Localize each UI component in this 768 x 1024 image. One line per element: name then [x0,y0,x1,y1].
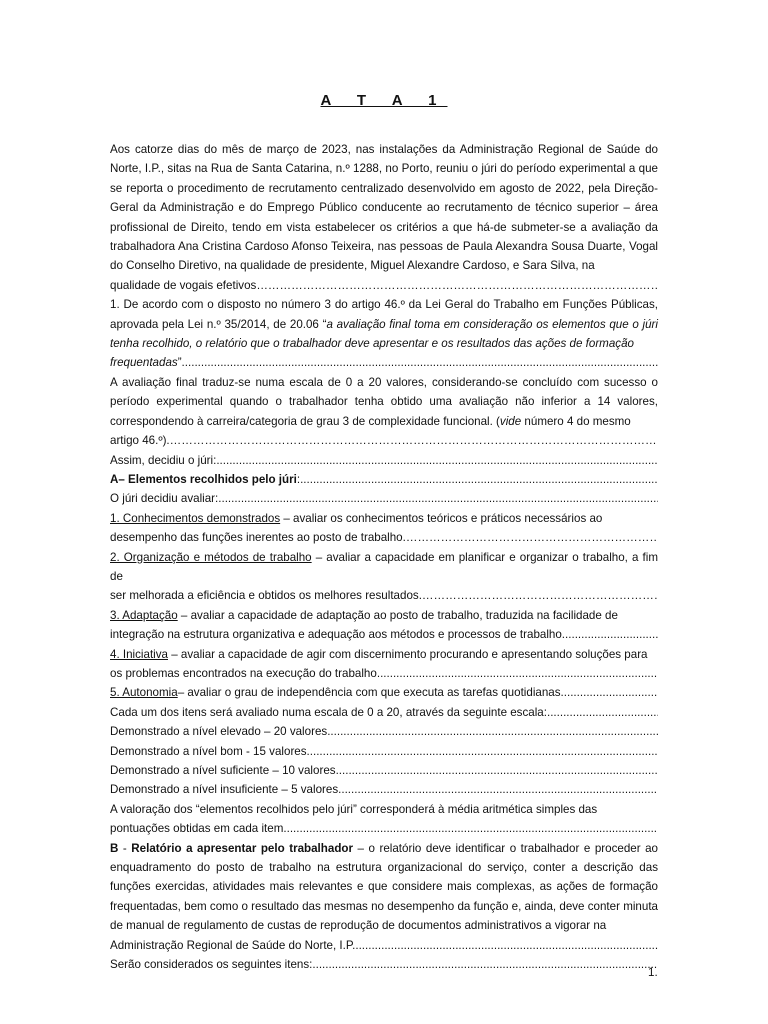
criterion-4: 4. Iniciativa – avaliar a capacidade de agir com discernimento procurando e apresentando soluções para [110,647,648,661]
section-b-last-line: Administração Regional de Saúde do Norte, I.P. ..... [110,936,658,955]
criterion-3: 3. Adaptação – avaliar a capacidade de adaptação ao posto de trabalho, traduzida na facilidade de [110,608,618,622]
section-a-heading: A – Elementos recolhidos pelo júri : ..... [110,470,658,489]
paragraph-1: 1. De acordo com o disposto no número 3 do artigo 46.º da Lei Geral do Trabalho em Funções Públicas, aprovada pela Lei n.º 35/2014, de 20.06 “a avaliação final toma em consideração os elementos que o júri tenha recolhido, o relatório que o trabalhador deve apresentar e os resultados das ações de formação [110,298,658,351]
document-body [110,140,658,974]
serao-line: Serão considerados os seguintes itens: ..... [110,955,658,974]
valoracao-paragraph: A valoração dos “elementos recolhidos pelo júri” corresponderá à média aritmética simples das [110,802,598,816]
criterion-1-last-line: desempenho das funções inerentes ao posto de trabalho. ………………………………………………………………………………………………………………………………………………………………………………… [110,528,658,547]
criterion-3-last-line: integração na estrutura organizativa e adequação aos métodos e processos de trabalho. ..... [110,625,658,644]
quote-text: a avaliação final toma em consideração os elementos que o júri tenha recolhido, o relatório que o trabalhador deve apresentar e os resultados das ações de formação [110,317,658,351]
criterion-4-last-line: os problemas encontrados na execução do trabalho. ..... [110,664,658,683]
document-title: A T A 1 [320,92,448,109]
intro-paragraph: Aos catorze dias do mês de março de 2023, nas instalações da Administração Regional de Saúde do Norte, I.P., sitas na Rua de Santa Catarina, n.º 1288, no Porto, reuniu o júri do período experimental a que se reporta o procedimento de recrutamento centralizado desenvolvido em agosto de 2022, pela Direção-Geral da Administração e do Emprego Público conducente ao recrutamento de técnico superior – área profissional de Direito, tendo em vista estabelecer os critérios a que há-de submeter-se a avaliação da trabalhadora Ana Cristina Cardoso Afonso Teixeira, nas pessoas de Paula Alexandra Sousa Duarte, Vogal do Conselho Diretivo, na qualidade de presidente, Miguel Alexandre Cardoso, e Sara Silva, na [110,143,658,273]
page-number: 1. [648,966,658,979]
valoracao-last-line: pontuações obtidas em cada item. ..... [110,819,658,838]
escala-item: Demonstrado a nível elevado – 20 valores ..... [110,722,658,741]
criterion-2: 2. Organização e métodos de trabalho – avaliar a capacidade em planificar e organizar o trabalho, a fim de [110,550,659,583]
escala-item: Demonstrado a nível bom - 15 valores ..... [110,742,658,761]
criterion-5: 5. Autonomia – avaliar o grau de independência com que executa as tarefas quotidianas. ..... [110,683,658,702]
escala-intro: Cada um dos itens será avaliado numa escala de 0 a 20, através da seguinte escala: ..... [110,703,658,722]
escala-item: Demonstrado a nível insuficiente – 5 valores ..... [110,780,658,799]
section-b-paragraph: B - Relatório a apresentar pelo trabalhador – o relatório deve identificar o trabalhador e proceder ao enquadramento do posto de trabalho na estrutura organizacional do serviço, conter a descrição das funções exercidas, atividades mais relevantes e que considere mais complexas, as ações de formação frequentadas, bem como o resultado das mesmas no desempenho da função e, ainda, deve conter minuta de manual de regulamento de custas de reprodução de documentos administrativos a vigorar na [110,841,658,933]
escala-item: Demonstrado a nível suficiente – 10 valores ..... [110,761,658,780]
intro-last-line: qualidade de vogais efetivos ………………………………………………………………………………………………………………………………………………………………………………… [110,276,658,295]
paragraph-1-last-line: frequentadas ”. ..... [110,353,658,372]
criterion-1: 1. Conhecimentos demonstrados – avaliar os conhecimentos teóricos e práticos necessários ao [110,511,603,525]
decidiu-line: O júri decidiu avaliar: ..... [110,489,658,508]
criterion-2-last-line: ser melhorada a eficiência e obtidos os melhores resultados. ………………………………………………………………………………………………………………………………………………………………………………… [110,586,658,605]
assim-line: Assim, decidiu o júri: ..... [110,451,658,470]
paragraph-2-last-line: artigo 46.º). ………………………………………………………………………………………………………………………………………………………………………………… [110,431,658,450]
paragraph-2: A avaliação final traduz-se numa escala de 0 a 20 valores, considerando-se concluído com sucesso o período experimental quando o trabalhador tenha obtido uma avaliação não inferior a 14 valores, correspondendo à carreira/categoria de grau 3 de complexidade funcional. (vide número 4 do mesmo [110,375,658,428]
